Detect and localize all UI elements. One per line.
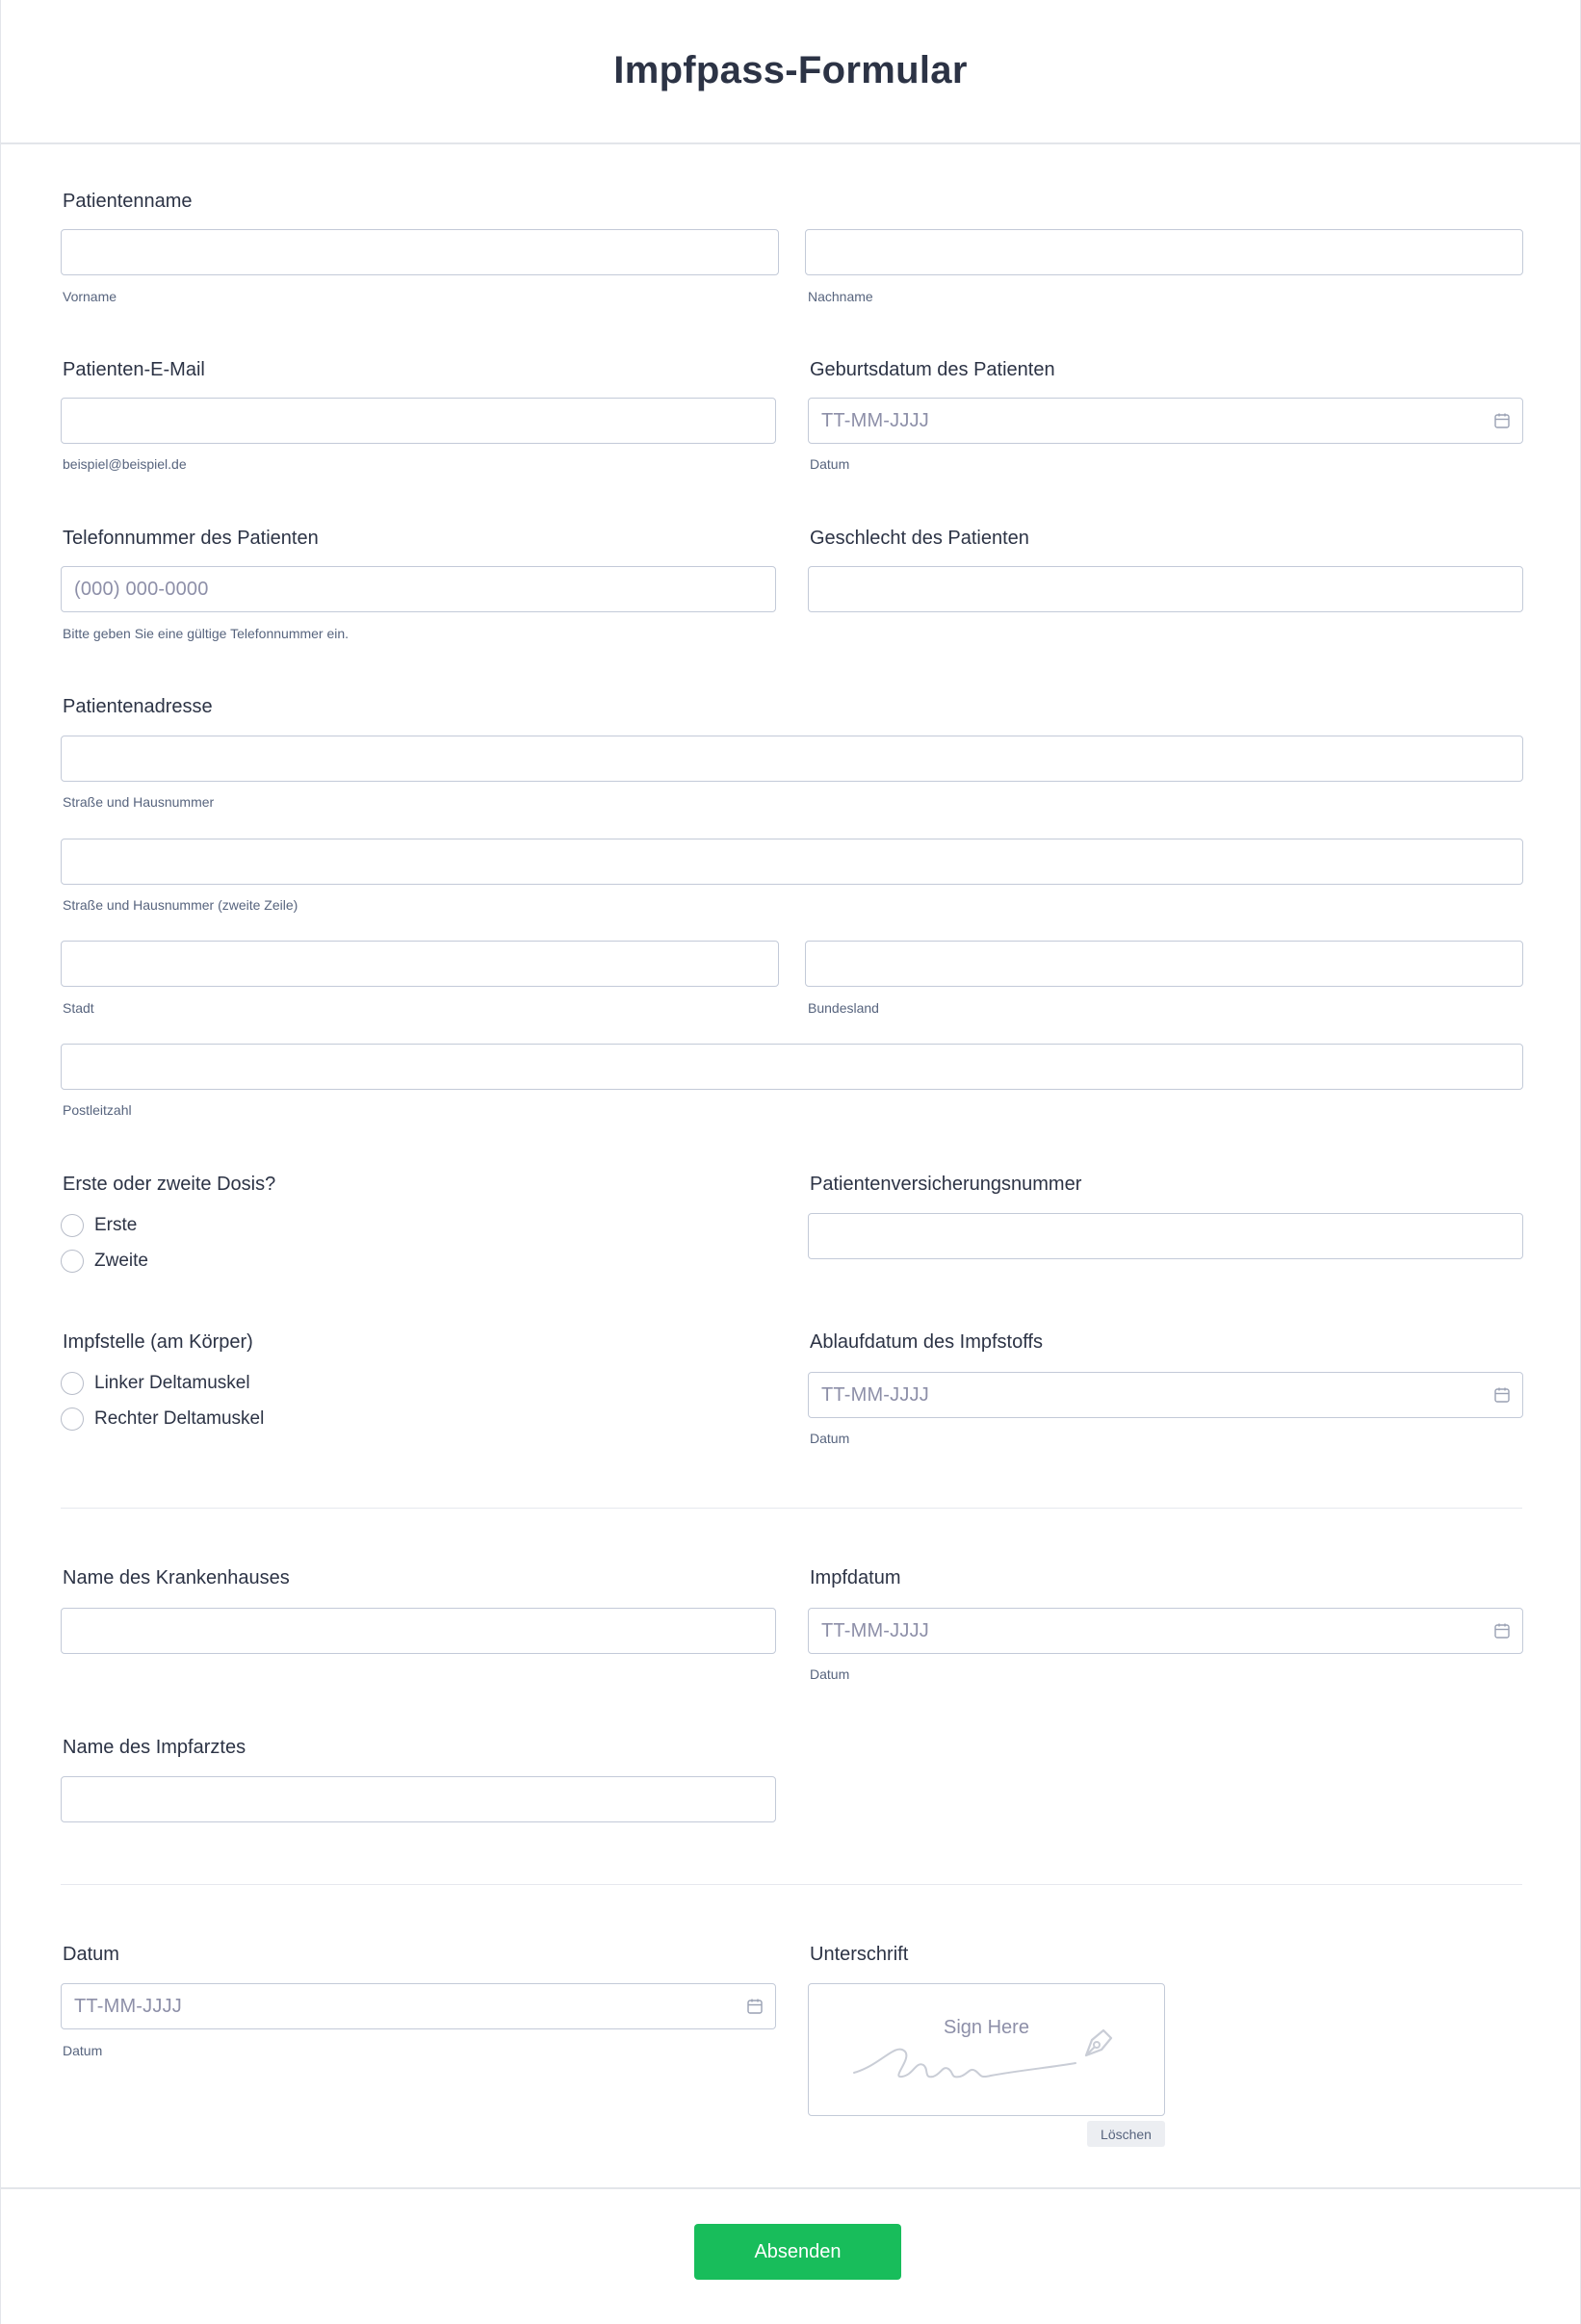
expiry-input[interactable] <box>808 1372 1523 1418</box>
section-divider <box>61 1508 1522 1509</box>
form-header <box>1 0 1580 144</box>
vaccination-date-placeholder: TT-MM-JJJJ <box>821 1620 929 1641</box>
date-sublabel: Datum <box>63 2043 103 2058</box>
expiry-placeholder: TT-MM-JJJJ <box>821 1384 929 1406</box>
radio-button[interactable] <box>61 1250 84 1273</box>
first-name-input[interactable] <box>61 229 779 275</box>
doctor-input[interactable] <box>61 1776 776 1822</box>
birthdate-input[interactable] <box>808 398 1523 444</box>
date-label: Datum <box>63 1944 119 1965</box>
site-option-right[interactable] <box>61 1405 264 1433</box>
submit-button[interactable]: Absenden <box>694 2224 901 2280</box>
phone-placeholder: (000) 000-0000 <box>74 579 209 600</box>
street-input[interactable] <box>61 736 1523 782</box>
vaccination-date-label: Impfdatum <box>810 1567 901 1588</box>
dose-label: Erste oder zweite Dosis? <box>63 1174 276 1195</box>
pen-nib-icon <box>1078 2023 1119 2063</box>
section-divider <box>61 1884 1522 1885</box>
insurance-label: Patientenversicherungsnummer <box>810 1174 1082 1195</box>
clear-signature-button[interactable]: Löschen <box>1087 2121 1165 2147</box>
vaccination-date-sublabel: Datum <box>810 1666 850 1682</box>
dose-option-second[interactable] <box>61 1247 148 1276</box>
form-title: Impfpass-Formular <box>613 49 968 91</box>
radio-button[interactable] <box>61 1407 84 1431</box>
gender-input[interactable] <box>808 566 1523 612</box>
calendar-icon[interactable] <box>1493 412 1511 429</box>
calendar-icon[interactable] <box>1493 1622 1511 1640</box>
dose-option-first[interactable] <box>61 1211 137 1240</box>
birthdate-placeholder: TT-MM-JJJJ <box>821 410 929 431</box>
gender-label: Geschlecht des Patienten <box>810 528 1029 549</box>
last-name-input[interactable] <box>805 229 1523 275</box>
dose-option-label: Erste <box>94 1215 138 1235</box>
date-input[interactable] <box>61 1983 776 2029</box>
phone-sublabel: Bitte geben Sie eine gültige Telefonnummer ein. <box>63 626 350 641</box>
phone-label: Telefonnummer des Patienten <box>63 528 319 549</box>
hospital-input[interactable] <box>61 1608 776 1654</box>
email-input[interactable] <box>61 398 776 444</box>
site-option-left[interactable] <box>61 1369 250 1398</box>
state-sublabel: Bundesland <box>808 1000 879 1016</box>
calendar-icon[interactable] <box>746 1998 764 2015</box>
address-label: Patientenadresse <box>63 696 213 717</box>
expiry-sublabel: Datum <box>810 1431 850 1446</box>
dose-option-label: Zweite <box>94 1251 148 1271</box>
birthdate-label: Geburtsdatum des Patienten <box>810 359 1055 380</box>
email-sublabel: beispiel@beispiel.de <box>63 456 187 472</box>
radio-button[interactable] <box>61 1214 84 1237</box>
vaccination-date-input[interactable] <box>808 1608 1523 1654</box>
doctor-label: Name des Impfarztes <box>63 1737 246 1758</box>
hospital-label: Name des Krankenhauses <box>63 1567 290 1588</box>
zip-input[interactable] <box>61 1044 1523 1090</box>
email-label: Patienten-E-Mail <box>63 359 205 380</box>
site-label: Impfstelle (am Körper) <box>63 1331 253 1353</box>
date-placeholder: TT-MM-JJJJ <box>74 1996 182 2017</box>
signature-label: Unterschrift <box>810 1944 909 1965</box>
street-sublabel: Straße und Hausnummer <box>63 794 215 810</box>
street2-sublabel: Straße und Hausnummer (zweite Zeile) <box>63 897 298 913</box>
radio-button[interactable] <box>61 1372 84 1395</box>
patient-name-label: Patientenname <box>63 191 193 212</box>
city-input[interactable] <box>61 941 779 987</box>
first-name-sublabel: Vorname <box>63 289 117 304</box>
site-option-label: Linker Deltamuskel <box>94 1373 250 1393</box>
last-name-sublabel: Nachname <box>808 289 873 304</box>
insurance-input[interactable] <box>808 1213 1523 1259</box>
city-sublabel: Stadt <box>63 1000 94 1016</box>
street2-input[interactable] <box>61 839 1523 885</box>
signature-pad[interactable] <box>808 1983 1165 2116</box>
birthdate-sublabel: Datum <box>810 456 850 472</box>
expiry-label: Ablaufdatum des Impfstoffs <box>810 1331 1043 1353</box>
calendar-icon[interactable] <box>1493 1386 1511 1404</box>
signature-placeholder: Sign Here <box>944 2017 1029 2038</box>
phone-input[interactable] <box>61 566 776 612</box>
site-option-label: Rechter Deltamuskel <box>94 1408 265 1429</box>
zip-sublabel: Postleitzahl <box>63 1102 132 1118</box>
state-input[interactable] <box>805 941 1523 987</box>
